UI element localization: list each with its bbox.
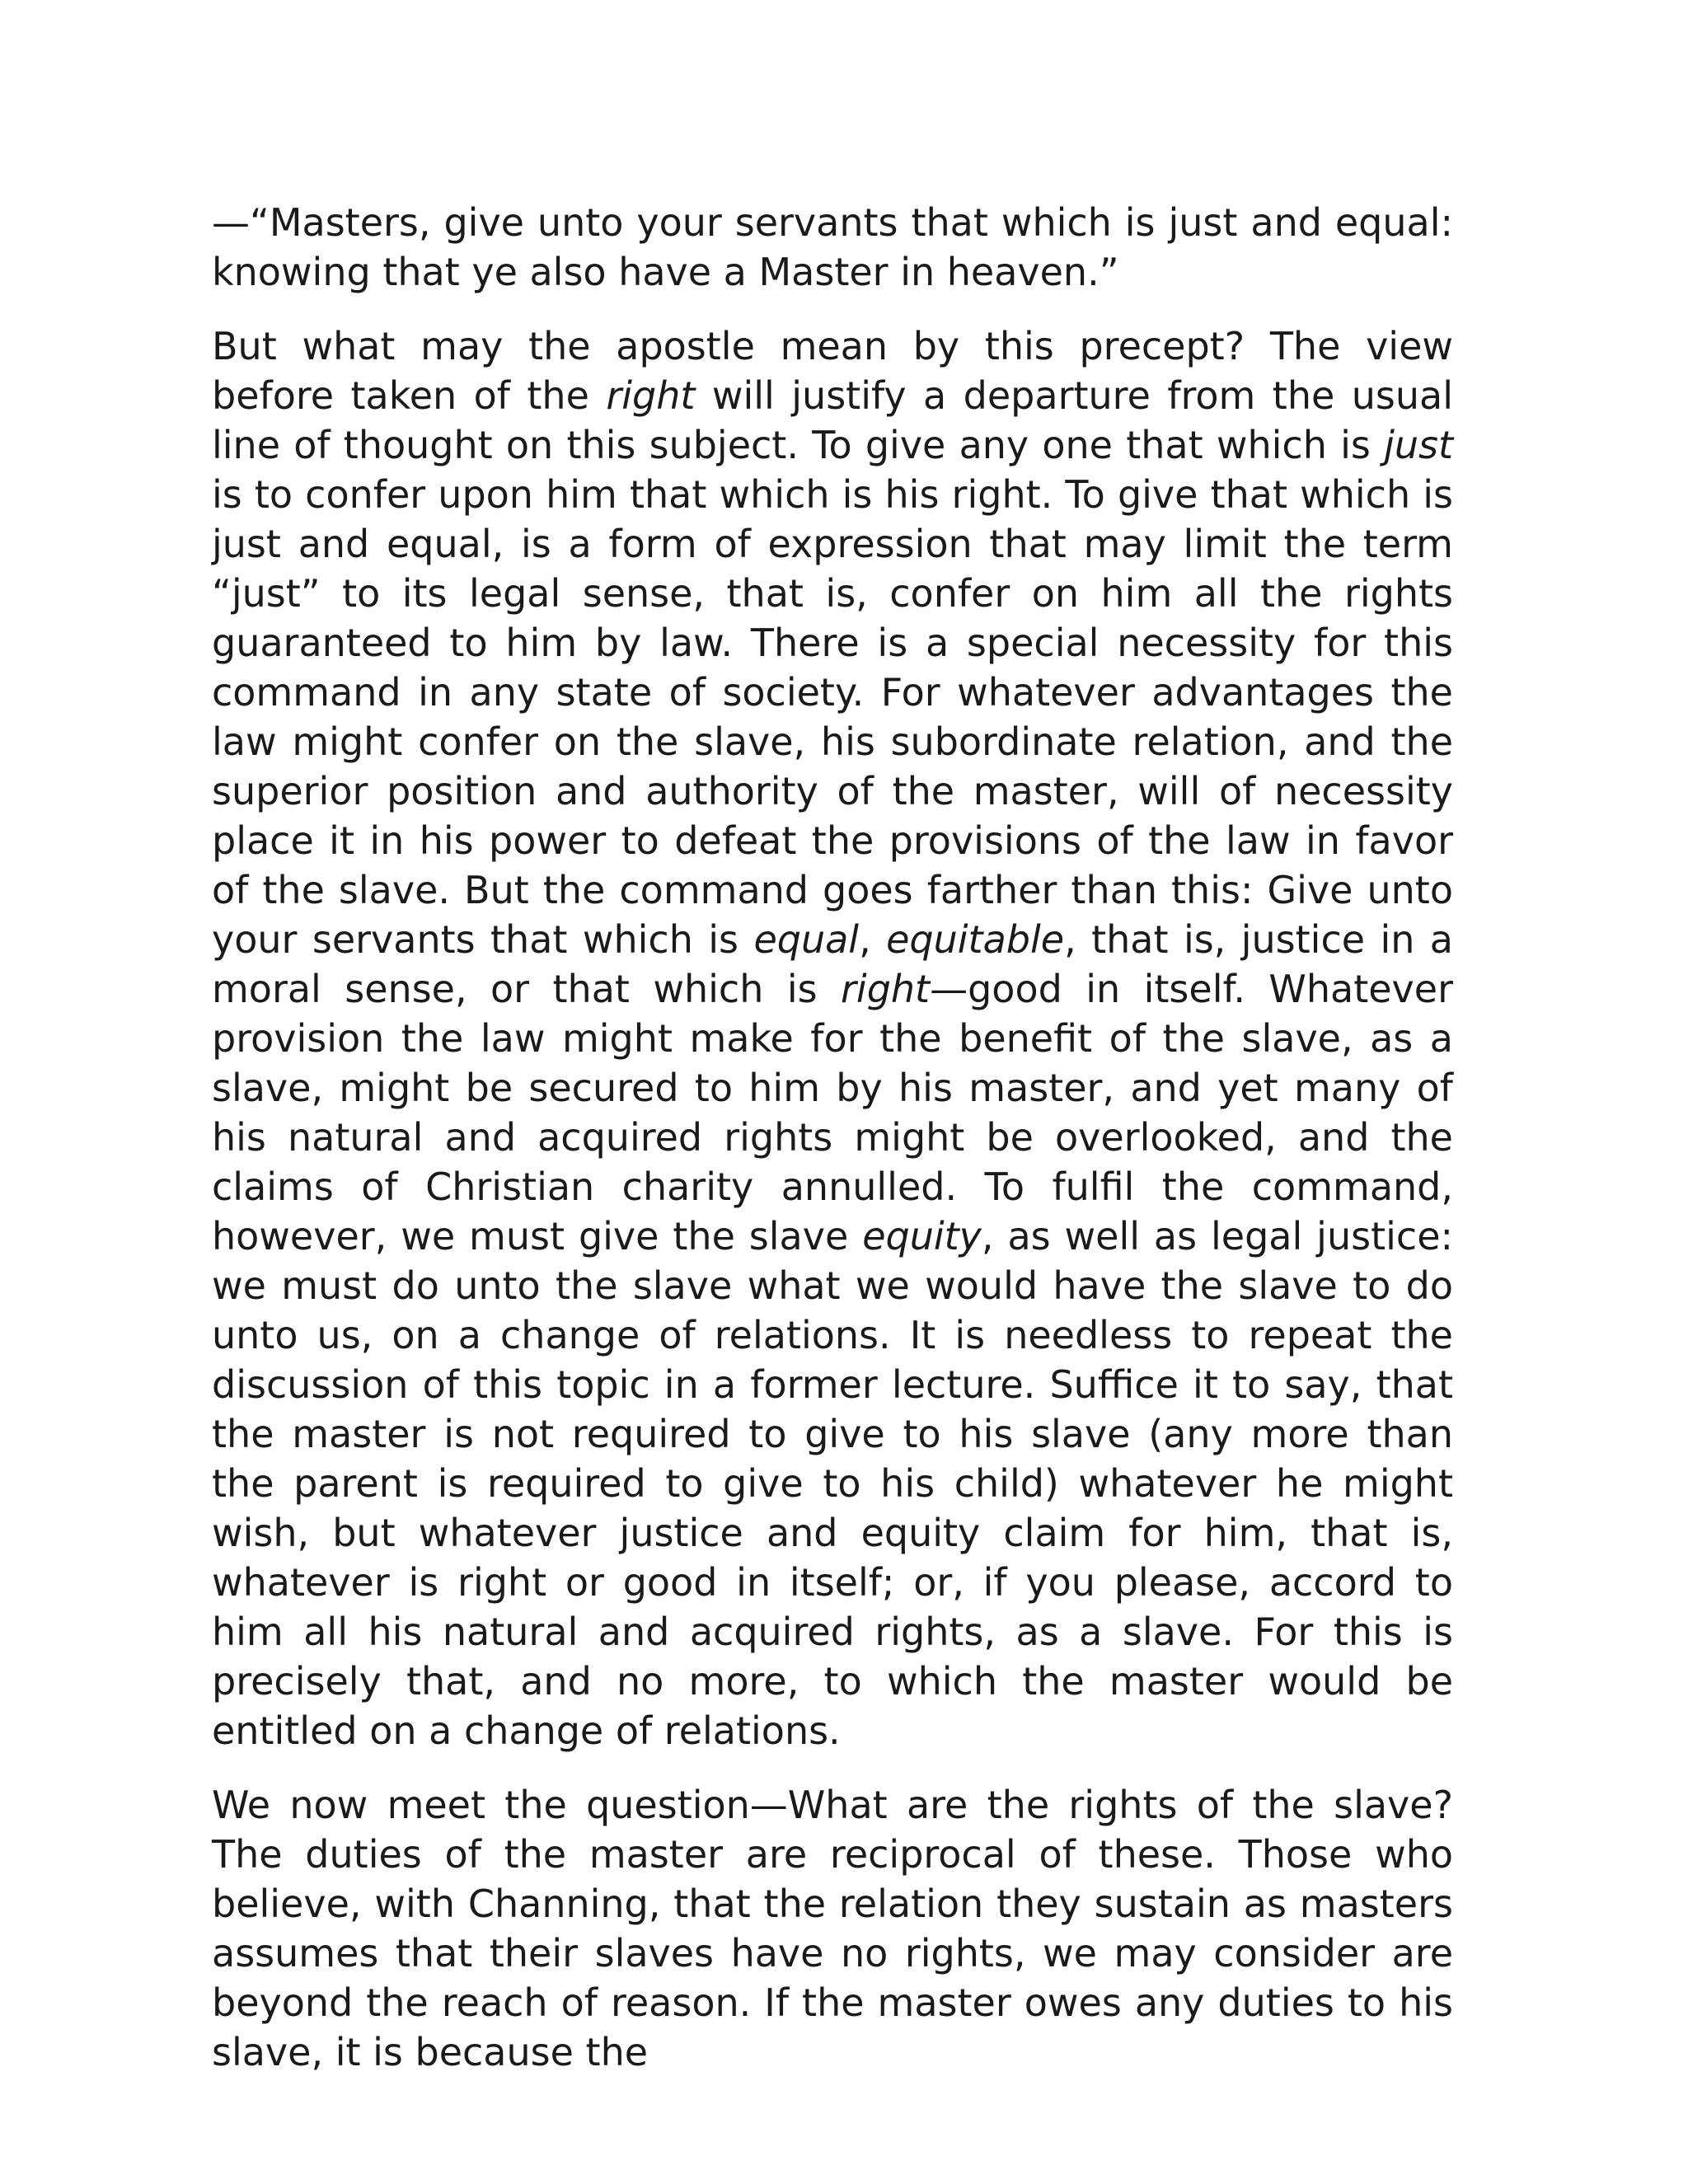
text-segment: , as well as legal justice: we must do unto the slave what we would have the slave to do unto us, on a change of relations. It is needless to repeat the discussion of this topic in a former lecture. Suffice it to say, that the master is not required to give to his slave (any more than the parent is required to give to his child) whatever he might wish, but whatever justice and equity claim for him, that is, whatever is right or good in itself; or, if you please, accord to him all his natural and acquired rights, as a slave. For this is precisely that, and no more, to which the master would be entitled on a change of relations. (212, 1214, 1453, 1753)
italic-text-segment: right (606, 373, 696, 418)
text-segment: —good in itself. Whatever provision the law might make for the benefit of the slave, as a slave, might be secured to him by his master, and yet many of his natural and acquired rights might be overlooked, and the claims of Christian charity annulled. To fulfil the command, however, we must give the slave (212, 967, 1453, 1258)
text-segment: We now meet the question—What are the rights of the slave? The duties of the master are reciprocal of these. Those who believe, with Channing, that the relation they sustain as masters assumes that their slaves have no rights, we may consider are beyond the reach of reason. If the master owes any duties to his slave, it is because the (212, 1783, 1453, 2074)
paragraph-2 (212, 321, 1453, 1755)
paragraph-3 (212, 1780, 1453, 2077)
text-segment: —“Masters, give unto your servants that which is just and equal: knowing that ye also have a Master in heaven.” (212, 200, 1453, 294)
text-segment: , (859, 917, 887, 962)
text-segment: will justify a departure from the usual line of thought on this subject. To give any one that which is (212, 373, 1453, 467)
italic-text-segment: equal (753, 917, 860, 962)
italic-text-segment: just (1384, 423, 1453, 467)
italic-text-segment: equity (862, 1214, 982, 1258)
italic-text-segment: right (841, 967, 931, 1011)
text-segment: , that is, justice in a moral sense, or that which is (212, 917, 1453, 1011)
text-segment: But what may the apostle mean by this precept? The view before taken of the (212, 324, 1453, 418)
italic-text-segment: equitable (886, 917, 1065, 962)
text-segment: is to confer upon him that which is his right. To give that which is just and equal, is a form of expression that may limit the term “just” to its legal sense, that is, confer on him all the rights guaranteed to him by law. There is a special necessity for this command in any state of society. For whatever advantages the law might confer on the slave, his subordinate relation, and the superior position and authority of the master, will of necessity place it in his power to defeat the provisions of the law in favor of the slave. But the command goes farther than this: Give unto your servants that which is (212, 472, 1453, 962)
page-body (212, 198, 1453, 2077)
paragraph-1 (212, 198, 1453, 297)
